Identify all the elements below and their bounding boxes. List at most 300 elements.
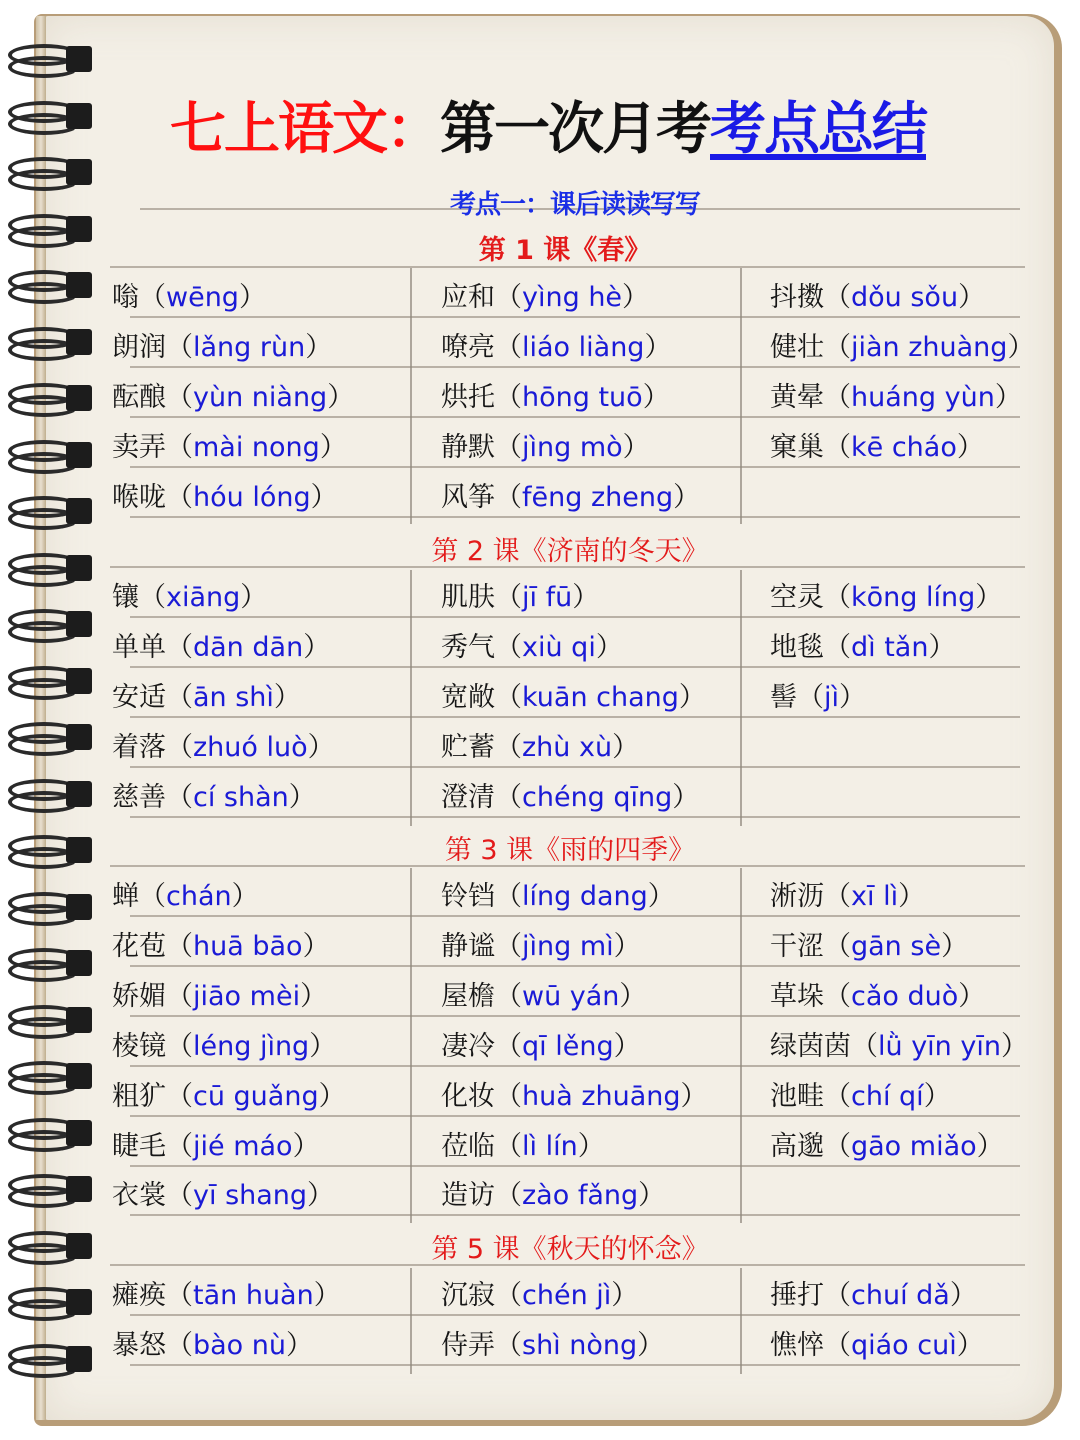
vocab-pinyin: cǎo duò: [851, 980, 959, 1012]
vocab-entry: [112, 1278, 341, 1314]
vocab-entry: [770, 380, 1022, 416]
vocab-hanzi: 屋檐: [441, 980, 495, 1012]
vocab-entry: [770, 430, 984, 466]
open-paren: （: [495, 1329, 522, 1361]
spiral-coil: [6, 270, 90, 304]
close-paren: ）: [612, 731, 640, 763]
spiral-coil: [6, 1174, 90, 1208]
column-divider: [410, 1268, 412, 1374]
column-divider: [740, 268, 742, 524]
spiral-coil: [6, 609, 90, 643]
ruled-line: [130, 1214, 1020, 1216]
open-paren: （: [797, 681, 824, 713]
vocab-pinyin: chéng qīng: [522, 781, 673, 813]
vocab-hanzi: 肌肤: [441, 582, 495, 613]
close-paren: ）: [637, 1329, 665, 1361]
vocab-pinyin: xiù qi: [522, 631, 596, 663]
vocab-entry: [770, 1129, 1004, 1165]
vocab-entry: [441, 580, 599, 616]
spiral-coil: [6, 1118, 90, 1152]
open-paren: （: [824, 930, 851, 962]
vocab-pinyin: huà zhuāng: [522, 1080, 681, 1112]
vocab-hanzi: 花苞: [112, 930, 166, 962]
vocab-pinyin: jiàn zhuàng: [851, 331, 1008, 363]
vocab-hanzi: 酝酿: [112, 381, 166, 413]
vocab-entry: [770, 330, 1034, 366]
vocab-pinyin: fēng zheng: [522, 481, 674, 513]
vocab-pinyin: lǎng rùn: [193, 331, 306, 363]
vocab-entry: [112, 1178, 334, 1214]
close-paren: ）: [619, 980, 647, 1012]
vocab-entry: [441, 1029, 641, 1065]
spiral-coil: [6, 327, 90, 361]
binding-hole: [66, 668, 92, 694]
vocab-pinyin: xī lì: [851, 881, 899, 912]
close-paren: ）: [611, 1280, 639, 1311]
open-paren: （: [824, 331, 851, 363]
vocab-entry: [441, 879, 675, 915]
spiral-coil: [6, 948, 90, 982]
vocab-entry: [112, 730, 335, 766]
section-title: 考点一：课后读读写写: [449, 190, 700, 220]
open-paren: （: [495, 1130, 522, 1162]
binding-hole: [66, 950, 92, 976]
vocab-entry: [441, 280, 649, 316]
open-paren: （: [495, 431, 522, 463]
vocab-entry: [112, 879, 259, 915]
vocab-pinyin: kuān chang: [522, 681, 679, 713]
vocab-hanzi: 淅沥: [770, 881, 824, 912]
ruled-line: [130, 466, 1020, 468]
open-paren: （: [824, 1280, 851, 1311]
vocab-hanzi: 黄晕: [770, 381, 824, 413]
open-paren: （: [166, 1280, 193, 1311]
close-paren: ）: [613, 1030, 641, 1062]
vocab-pinyin: qiáo cuì: [851, 1329, 957, 1361]
vocab-hanzi: 蝉: [112, 881, 139, 912]
vocab-pinyin: jī fū: [522, 582, 573, 613]
vocab-pinyin: yī shang: [193, 1180, 308, 1212]
vocab-hanzi: 化妆: [441, 1080, 495, 1112]
open-paren: （: [495, 1280, 522, 1311]
close-paren: ）: [231, 881, 259, 912]
close-paren: ）: [303, 631, 331, 663]
open-paren: （: [495, 381, 522, 413]
vocab-pinyin: jié máo: [193, 1130, 293, 1162]
ruled-line: [130, 915, 1020, 917]
vocab-pinyin: tān huàn: [193, 1280, 314, 1311]
vocab-entry: [441, 780, 699, 816]
open-paren: （: [495, 1180, 522, 1212]
column-divider: [740, 868, 742, 1223]
close-paren: ）: [288, 781, 316, 813]
open-paren: （: [166, 1080, 193, 1112]
close-paren: ）: [956, 431, 984, 463]
vocab-entry: [112, 1129, 320, 1165]
vocab-hanzi: 娇媚: [112, 980, 166, 1012]
vocab-entry: [112, 380, 354, 416]
title-red-part: 七上语文：: [170, 97, 440, 162]
open-paren: （: [824, 1080, 851, 1112]
open-paren: （: [166, 1329, 193, 1361]
vocab-entry: [112, 680, 301, 716]
close-paren: ）: [976, 1130, 1004, 1162]
vocab-hanzi: 衣裳: [112, 1180, 166, 1212]
column-divider: [410, 868, 412, 1223]
close-paren: ）: [678, 681, 706, 713]
vocab-hanzi: 贮蓄: [441, 731, 495, 763]
vocab-pinyin: mài nong: [193, 431, 320, 463]
vocab-hanzi: 髻: [770, 681, 797, 713]
ruled-line: [130, 1015, 1020, 1017]
vocab-pinyin: chán: [166, 881, 232, 912]
vocab-pinyin: huáng yùn: [851, 381, 995, 413]
vocab-pinyin: zhuó luò: [193, 731, 308, 763]
spiral-coil: [6, 496, 90, 530]
vocab-hanzi: 着落: [112, 731, 166, 763]
ruled-line: [130, 616, 1020, 618]
close-paren: ）: [622, 282, 650, 313]
open-paren: （: [851, 1030, 878, 1062]
vocab-entry: [770, 929, 968, 965]
close-paren: ）: [949, 1280, 977, 1311]
close-paren: ）: [898, 881, 926, 912]
open-paren: （: [139, 881, 166, 912]
close-paren: ）: [994, 381, 1022, 413]
binding-hole: [66, 329, 92, 355]
open-paren: （: [139, 582, 166, 613]
open-paren: （: [824, 1329, 851, 1361]
close-paren: ）: [928, 631, 956, 663]
open-paren: （: [495, 282, 522, 313]
open-paren: （: [495, 930, 522, 962]
vocab-pinyin: liáo liàng: [522, 331, 645, 363]
vocab-pinyin: zhù xù: [522, 731, 613, 763]
close-paren: ）: [238, 282, 266, 313]
ruled-line: [130, 416, 1020, 418]
close-paren: ）: [302, 930, 330, 962]
binding-hole: [66, 1289, 92, 1315]
ruled-line: [130, 516, 1020, 518]
open-paren: （: [166, 781, 193, 813]
vocab-hanzi: 瘫痪: [112, 1280, 166, 1311]
binding-hole: [66, 611, 92, 637]
vocab-hanzi: 睫毛: [112, 1130, 166, 1162]
close-paren: ）: [941, 930, 969, 962]
spiral-coil: [6, 779, 90, 813]
spiral-coil: [6, 1344, 90, 1378]
close-paren: ）: [327, 381, 355, 413]
vocab-hanzi: 喉咙: [112, 481, 166, 513]
vocab-hanzi: 铃铛: [441, 881, 495, 912]
open-paren: （: [495, 582, 522, 613]
open-paren: （: [495, 481, 522, 513]
open-paren: （: [495, 331, 522, 363]
vocab-pinyin: kē cháo: [851, 431, 957, 463]
close-paren: ）: [307, 1180, 335, 1212]
open-paren: （: [824, 582, 851, 613]
vocab-hanzi: 朗润: [112, 331, 166, 363]
vocab-entry: [441, 630, 623, 666]
vocab-pinyin: lì lín: [522, 1130, 578, 1162]
open-paren: （: [166, 681, 193, 713]
vocab-entry: [441, 979, 646, 1015]
open-paren: （: [824, 282, 851, 313]
vocab-pinyin: cū guǎng: [193, 1080, 319, 1112]
vocab-pinyin: jìng mò: [522, 431, 623, 463]
vocab-hanzi: 地毯: [770, 631, 824, 663]
vocab-hanzi: 嘹亮: [441, 331, 495, 363]
vocab-entry: [112, 1328, 313, 1364]
vocab-entry: [770, 1328, 984, 1364]
spiral-coil: [6, 1287, 90, 1321]
vocab-pinyin: gān sè: [851, 930, 942, 962]
vocab-entry: [112, 280, 266, 316]
vocab-pinyin: chí qí: [851, 1080, 924, 1112]
vocab-entry: [441, 1079, 708, 1115]
vocab-pinyin: ān shì: [193, 681, 274, 713]
vocab-entry: [770, 879, 925, 915]
open-paren: （: [495, 1030, 522, 1062]
column-divider: [410, 570, 412, 826]
vocab-hanzi: 嗡: [112, 282, 139, 313]
close-paren: ）: [958, 282, 986, 313]
close-paren: ）: [839, 681, 867, 713]
vocab-entry: [441, 1278, 638, 1314]
open-paren: （: [495, 1080, 522, 1112]
spiral-coil: [6, 892, 90, 926]
ruled-line: [130, 766, 1020, 768]
title-black-part: 第一次月考: [440, 97, 710, 162]
vocab-entry: [112, 780, 316, 816]
close-paren: ）: [647, 881, 675, 912]
vocab-entry: [441, 730, 639, 766]
vocab-pinyin: kōng líng: [851, 582, 976, 613]
open-paren: （: [824, 381, 851, 413]
close-paren: ）: [595, 631, 623, 663]
vocab-pinyin: jiāo mèi: [193, 980, 301, 1012]
close-paren: ）: [1007, 331, 1035, 363]
open-paren: （: [166, 980, 193, 1012]
vocab-entry: [112, 1029, 336, 1065]
vocab-pinyin: wēng: [166, 282, 239, 313]
open-paren: （: [166, 631, 193, 663]
vocab-hanzi: 粗犷: [112, 1080, 166, 1112]
vocab-hanzi: 棱镜: [112, 1030, 166, 1062]
ruled-line: [130, 1364, 1020, 1366]
vocab-entry: [112, 480, 338, 516]
spiral-coil: [6, 44, 90, 78]
vocab-hanzi: 静默: [441, 431, 495, 463]
vocab-pinyin: léng jìng: [193, 1030, 310, 1062]
close-paren: ）: [300, 980, 328, 1012]
binding-hole: [66, 46, 92, 72]
vocab-hanzi: 慈善: [112, 781, 166, 813]
vocab-hanzi: 烘托: [441, 381, 495, 413]
vocab-hanzi: 空灵: [770, 582, 824, 613]
vocab-pinyin: hōng tuō: [522, 381, 643, 413]
vocab-hanzi: 沉寂: [441, 1280, 495, 1311]
ruled-line: [130, 366, 1020, 368]
binding-hole: [66, 1007, 92, 1033]
close-paren: ）: [577, 1130, 605, 1162]
close-paren: ）: [572, 582, 600, 613]
binding-hole: [66, 1120, 92, 1146]
vocab-entry: [770, 1029, 1028, 1065]
open-paren: （: [166, 481, 193, 513]
vocab-entry: [441, 1178, 665, 1214]
close-paren: ）: [638, 1180, 666, 1212]
spiral-coil: [6, 101, 90, 135]
open-paren: （: [495, 881, 522, 912]
vocab-pinyin: chén jì: [522, 1280, 612, 1311]
vocab-hanzi: 高邈: [770, 1130, 824, 1162]
open-paren: （: [166, 731, 193, 763]
vocab-pinyin: yìng hè: [522, 282, 623, 313]
spiral-coil: [6, 440, 90, 474]
open-paren: （: [495, 731, 522, 763]
binding-hole: [66, 272, 92, 298]
vocab-hanzi: 秀气: [441, 631, 495, 663]
vocab-pinyin: zào fǎng: [522, 1180, 639, 1212]
spiral-coil: [6, 666, 90, 700]
vocab-hanzi: 窠巢: [770, 431, 824, 463]
vocab-entry: [112, 979, 327, 1015]
close-paren: ）: [642, 381, 670, 413]
ruled-line: [130, 816, 1020, 818]
close-paren: ）: [273, 681, 301, 713]
vocab-hanzi: 抖擞: [770, 282, 824, 313]
binding-hole: [66, 1176, 92, 1202]
vocab-hanzi: 池畦: [770, 1080, 824, 1112]
binding-hole: [66, 385, 92, 411]
vocab-hanzi: 单单: [112, 631, 166, 663]
close-paren: ）: [318, 1080, 346, 1112]
vocab-hanzi: 干涩: [770, 930, 824, 962]
binding-hole: [66, 894, 92, 920]
close-paren: ）: [644, 331, 672, 363]
close-paren: ）: [673, 481, 701, 513]
vocab-entry: [770, 580, 1002, 616]
close-paren: ）: [292, 1130, 320, 1162]
binding-hole: [66, 1346, 92, 1372]
vocab-entry: [441, 1328, 664, 1364]
spiral-coil: [6, 722, 90, 756]
spiral-coil: [6, 383, 90, 417]
vocab-entry: [112, 929, 330, 965]
open-paren: （: [166, 431, 193, 463]
vocab-entry: [770, 1079, 951, 1115]
vocab-pinyin: chuí dǎ: [851, 1280, 950, 1311]
title-blue-part: 考点总结: [710, 97, 926, 162]
vocab-hanzi: 风筝: [441, 481, 495, 513]
spiral-coil: [6, 1061, 90, 1095]
vocab-hanzi: 安适: [112, 681, 166, 713]
vocab-pinyin: huā bāo: [193, 930, 303, 962]
vocab-hanzi: 莅临: [441, 1130, 495, 1162]
vocab-hanzi: 侍弄: [441, 1329, 495, 1361]
close-paren: ）: [975, 582, 1003, 613]
close-paren: ）: [313, 1280, 341, 1311]
column-divider: [740, 570, 742, 826]
open-paren: （: [824, 631, 851, 663]
vocab-hanzi: 凄冷: [441, 1030, 495, 1062]
vocab-entry: [441, 380, 670, 416]
close-paren: ）: [319, 431, 347, 463]
vocab-pinyin: líng dang: [522, 881, 648, 912]
open-paren: （: [495, 681, 522, 713]
open-paren: （: [166, 331, 193, 363]
close-paren: ）: [622, 431, 650, 463]
vocab-hanzi: 憔悴: [770, 1329, 824, 1361]
open-paren: （: [166, 381, 193, 413]
close-paren: ）: [307, 731, 335, 763]
binding-hole: [66, 1063, 92, 1089]
open-paren: （: [824, 431, 851, 463]
open-paren: （: [824, 1130, 851, 1162]
vocab-entry: [770, 630, 955, 666]
close-paren: ）: [956, 1329, 984, 1361]
spiral-coil: [6, 1005, 90, 1039]
close-paren: ）: [680, 1080, 708, 1112]
page-title: [170, 92, 926, 168]
vocab-pinyin: bào nù: [193, 1329, 287, 1361]
binding-hole: [66, 498, 92, 524]
vocab-hanzi: 静谧: [441, 930, 495, 962]
ruled-line: [130, 316, 1020, 318]
vocab-entry: [112, 430, 347, 466]
vocab-pinyin: shì nòng: [522, 1329, 638, 1361]
vocab-pinyin: dì tǎn: [851, 631, 929, 663]
ruled-line: [130, 1314, 1020, 1316]
open-paren: （: [166, 1130, 193, 1162]
ruled-line: [130, 965, 1020, 967]
vocab-pinyin: gāo miǎo: [851, 1130, 977, 1162]
vocab-hanzi: 暴怒: [112, 1329, 166, 1361]
column-divider: [740, 1268, 742, 1374]
vocab-hanzi: 镶: [112, 582, 139, 613]
lesson-heading: 第 5 课《秋天的怀念》: [431, 1234, 709, 1265]
vocab-pinyin: yùn niàng: [193, 381, 328, 413]
vocab-pinyin: hóu lóng: [193, 481, 311, 513]
open-paren: （: [495, 631, 522, 663]
vocab-entry: [112, 630, 330, 666]
vocab-hanzi: 健壮: [770, 331, 824, 363]
close-paren: ）: [958, 980, 986, 1012]
ruled-line: [130, 1065, 1020, 1067]
open-paren: （: [824, 881, 851, 912]
binding-hole: [66, 724, 92, 750]
vocab-pinyin: xiāng: [166, 582, 241, 613]
vocab-pinyin: wū yán: [522, 980, 620, 1012]
ruled-line: [130, 1165, 1020, 1167]
close-paren: ）: [672, 781, 700, 813]
vocab-pinyin: dǒu sǒu: [851, 282, 959, 313]
vocab-entry: [441, 1129, 605, 1165]
close-paren: ）: [286, 1329, 314, 1361]
binding-hole: [66, 103, 92, 129]
vocab-entry: [441, 330, 671, 366]
vocab-hanzi: 宽敞: [441, 681, 495, 713]
ruled-line: [130, 666, 1020, 668]
vocab-pinyin: lǜ yīn yīn: [878, 1030, 1001, 1062]
open-paren: （: [824, 980, 851, 1012]
close-paren: ）: [613, 930, 641, 962]
lesson-heading: 第 1 课《春》: [478, 235, 652, 266]
ruled-line: [130, 1115, 1020, 1117]
open-paren: （: [166, 1030, 193, 1062]
close-paren: ）: [310, 481, 338, 513]
